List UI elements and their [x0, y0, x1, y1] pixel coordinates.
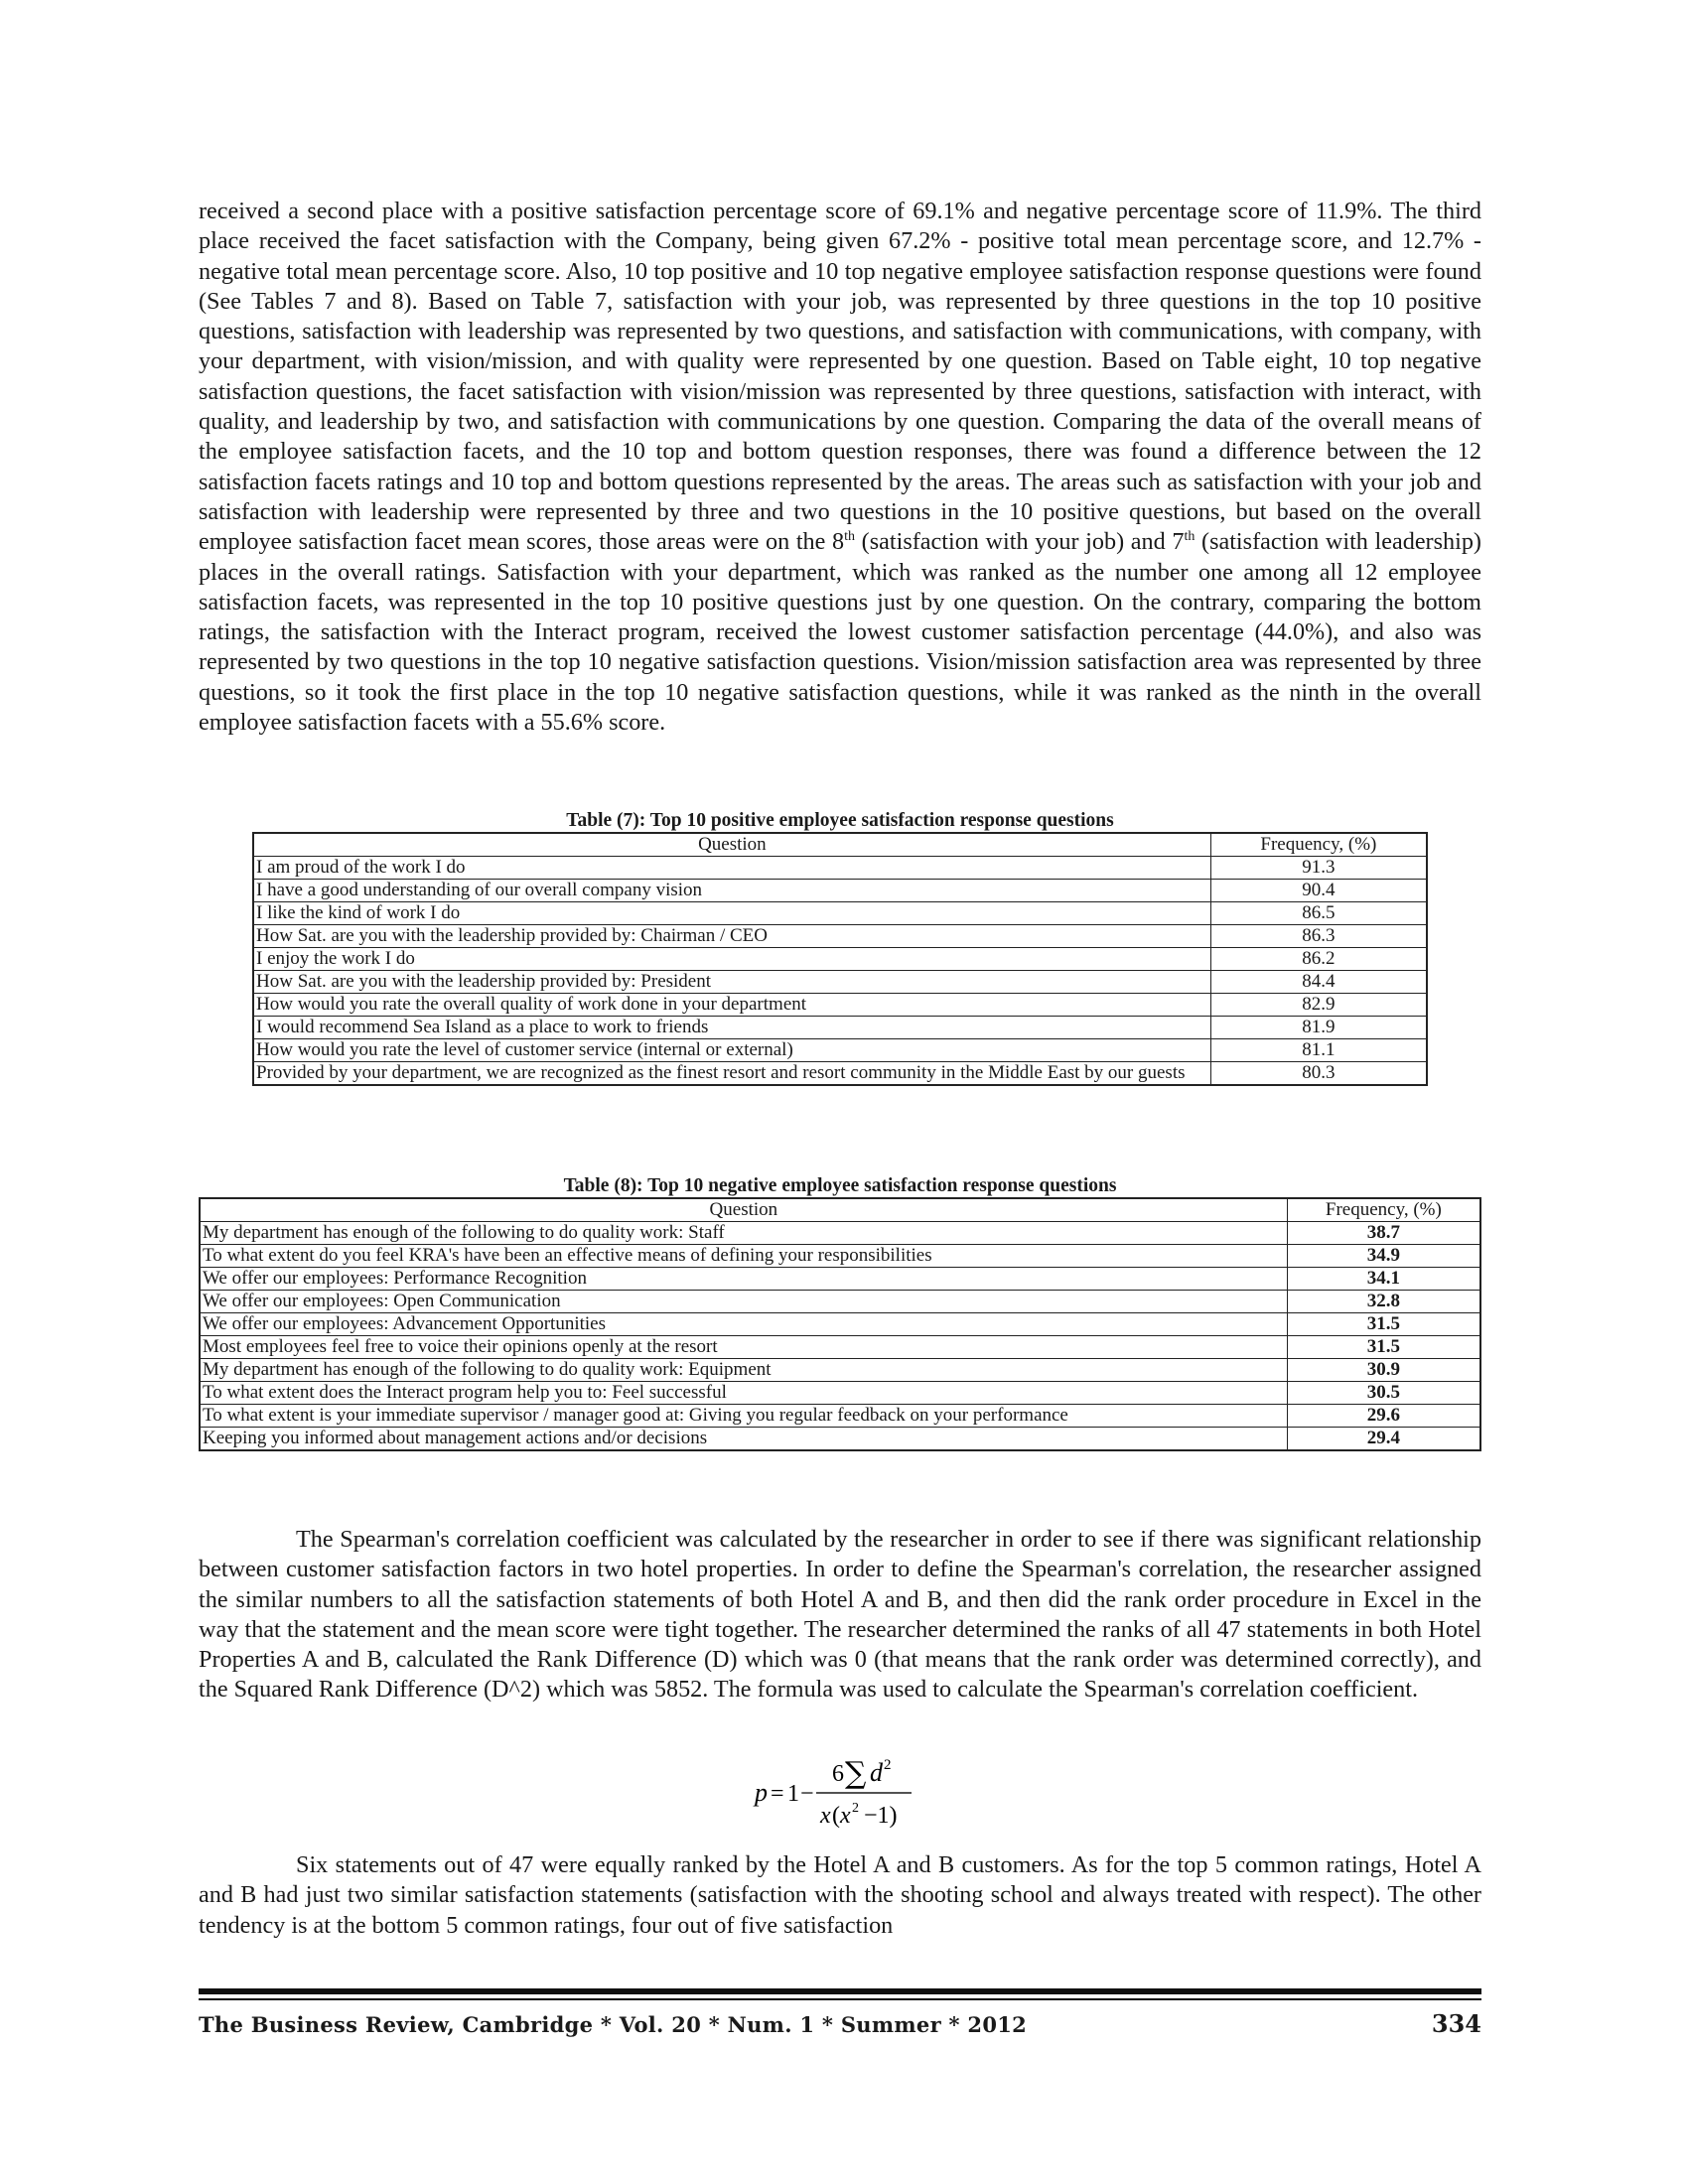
question-cell: We offer our employees: Open Communication [200, 1291, 1287, 1313]
footer-rule-thick [199, 1988, 1481, 1994]
formula-denominator-x: x [820, 1803, 831, 1829]
frequency-cell: 29.6 [1287, 1405, 1480, 1428]
page-content [199, 197, 1481, 1939]
table-7-block [252, 810, 1428, 1086]
formula-denominator-rest: −1) [864, 1803, 898, 1829]
table-row [200, 1359, 1480, 1382]
question-cell: I am proud of the work I do [253, 857, 1210, 880]
frequency-cell: 84.4 [1210, 971, 1427, 994]
question-cell: To what extent do you feel KRA's have been an effective means of defining your responsibilities [200, 1245, 1287, 1268]
frequency-cell: 82.9 [1210, 994, 1427, 1017]
table-row [253, 1062, 1427, 1086]
question-cell: How Sat. are you with the leadership provided by: Chairman / CEO [253, 925, 1210, 948]
table-row [200, 1268, 1480, 1291]
question-cell: My department has enough of the following to do quality work: Equipment [200, 1359, 1287, 1382]
frequency-cell: 29.4 [1287, 1428, 1480, 1451]
frequency-cell: 86.2 [1210, 948, 1427, 971]
frequency-cell: 80.3 [1210, 1062, 1427, 1086]
table-row [200, 1245, 1480, 1268]
formula-minus: − [800, 1781, 814, 1807]
spearman-formula [199, 1735, 1481, 1844]
table-row [253, 857, 1427, 880]
table-row [253, 971, 1427, 994]
frequency-cell: 31.5 [1287, 1336, 1480, 1359]
frequency-cell: 30.5 [1287, 1382, 1480, 1405]
frequency-cell: 90.4 [1210, 880, 1427, 902]
table-7-header-row [253, 833, 1427, 857]
table-7-header-question: Question [253, 833, 1210, 857]
table-7 [252, 832, 1428, 1086]
footer-journal-info: The Business Review, Cambridge * Vol. 20 * Num. 1 * Summer * 2012 [199, 2012, 1028, 2037]
formula-denominator-paren: ( [832, 1803, 840, 1829]
question-cell: How would you rate the level of customer service (internal or external) [253, 1039, 1210, 1062]
formula-p: p [755, 1778, 768, 1807]
table-8 [199, 1197, 1481, 1451]
table-row [200, 1428, 1480, 1451]
table-row [200, 1336, 1480, 1359]
question-cell: How Sat. are you with the leadership provided by: President [253, 971, 1210, 994]
question-cell: Keeping you informed about management actions and/or decisions [200, 1428, 1287, 1451]
table-row [253, 1039, 1427, 1062]
table-7-header-frequency: Frequency, (%) [1210, 833, 1427, 857]
table-8-caption: Table (8): Top 10 negative employee satisfaction response questions [563, 1175, 1117, 1196]
table-7-caption: Table (7): Top 10 positive employee satisfaction response questions [566, 810, 1114, 831]
paragraph-1-text-b: (satisfaction with your job) and 7 [855, 528, 1185, 556]
formula-numerator-six: 6 [832, 1761, 844, 1787]
table-8-body [200, 1222, 1480, 1451]
formula-denominator-x2: x [840, 1803, 851, 1829]
body-paragraph-2: The Spearman's correlation coefficient was calculated by the researcher in order to see if there was significant relationship between customer satisfaction factors in two hotel properties. In order to define the Spearman's correlation, the researcher assigned the similar numbers to all the satisfaction statements of both Hotel A and B, and then did the rank order procedure in Excel in the way that the statement and the mean score were tight together. The researcher determined the ranks of all 47 statements in both Hotel Properties A and B, calculated the Rank Difference (D) which was 0 (that means that the rank order was determined correctly), and the Squared Rank Difference (D^2) which was 5852. The formula was used to calculate the Spearman's correlation coefficient. [199, 1526, 1481, 1704]
table-row [200, 1222, 1480, 1245]
table-7-body [253, 857, 1427, 1086]
frequency-cell: 34.9 [1287, 1245, 1480, 1268]
formula-sum-sign: ∑ [845, 1756, 867, 1791]
table-row [200, 1405, 1480, 1428]
formula-numerator-exponent: 2 [884, 1757, 892, 1773]
table-row [253, 902, 1427, 925]
question-cell: I enjoy the work I do [253, 948, 1210, 971]
body-paragraph-1 [199, 197, 1481, 738]
paragraph-1-text-c: (satisfaction with leadership) places in the overall ratings. Satisfaction with your department, which was ranked as the number one among all 12 employee satisfaction facets, was represented in the top 10 positive questions just by one question. On the contrary, comparing the bottom ratings, the satisfaction with the Interact program, received the lowest customer satisfaction percentage (44.0%), and also was represented by two questions in the top 10 negative satisfaction questions. Vision/mission satisfaction area was represented by three questions, so it took the first place in the top 10 negative satisfaction questions, while it was ranked as the ninth in the overall employee satisfaction facets with a 55.6% score. [199, 528, 1481, 737]
question-cell: I have a good understanding of our overall company vision [253, 880, 1210, 902]
frequency-cell: 81.1 [1210, 1039, 1427, 1062]
table-row [253, 880, 1427, 902]
formula-equals: = [771, 1781, 784, 1807]
frequency-cell: 34.1 [1287, 1268, 1480, 1291]
table-8-header-row [200, 1198, 1480, 1222]
frequency-cell: 38.7 [1287, 1222, 1480, 1245]
frequency-cell: 32.8 [1287, 1291, 1480, 1313]
question-cell: We offer our employees: Advancement Opportunities [200, 1313, 1287, 1336]
question-cell: We offer our employees: Performance Recognition [200, 1268, 1287, 1291]
table-row [253, 994, 1427, 1017]
footer-rule-thin [199, 1998, 1481, 2000]
table-8-block [199, 1175, 1481, 1451]
table-row [253, 925, 1427, 948]
frequency-cell: 81.9 [1210, 1017, 1427, 1039]
question-cell: To what extent is your immediate supervisor / manager good at: Giving you regular feedback on your performance [200, 1405, 1287, 1428]
frequency-cell: 86.3 [1210, 925, 1427, 948]
table-row [253, 1017, 1427, 1039]
table-row [200, 1313, 1480, 1336]
frequency-cell: 86.5 [1210, 902, 1427, 925]
table-row [200, 1291, 1480, 1313]
question-cell: I like the kind of work I do [253, 902, 1210, 925]
superscript-th-1: th [844, 529, 856, 545]
body-paragraph-3: Six statements out of 47 were equally ranked by the Hotel A and B customers. As for the top 5 common ratings, Hotel A and B had just two similar satisfaction statements (satisfaction with the shooting school and always treated with respect). The other tendency is at the bottom 5 common ratings, four out of five satisfaction [199, 1851, 1481, 1939]
table-8-header-question: Question [200, 1198, 1287, 1222]
question-cell: I would recommend Sea Island as a place to work to friends [253, 1017, 1210, 1039]
paragraph-1-text-a: received a second place with a positive satisfaction percentage score of 69.1% and negative percentage score of 11.9%. The third place received the facet satisfaction with the Company, being given 67.2% - positive total mean percentage score, and 12.7% - negative total mean percentage score. Also, 10 top positive and 10 top negative employee satisfaction response questions were found (See Tables 7 and 8). Based on Table 7, satisfaction with your job, was represented by three questions in the top 10 positive questions, satisfaction with leadership was represented by two questions, and satisfaction with communications, with company, with your department, with vision/mission, and with quality were represented by one question. Based on Table eight, 10 top negative satisfaction questions, the facet satisfaction with vision/mission was represented by three questions, satisfaction with interact, with quality, and leadership by two, and satisfaction with communications by one question. Comparing the data of the overall means of the employee satisfaction facets, and the 10 top and bottom question responses, there was found a difference between the 12 satisfaction facets ratings and 10 top and bottom questions represented by the areas. The areas such as satisfaction with your job and satisfaction with leadership were represented by three and two questions in the 10 positive questions, but based on the overall employee satisfaction facet mean scores, those areas were on the 8 [199, 198, 1481, 556]
formula-one: 1 [787, 1781, 799, 1807]
frequency-cell: 30.9 [1287, 1359, 1480, 1382]
superscript-th-2: th [1184, 529, 1196, 545]
formula-graphic [199, 1735, 1481, 1844]
table-8-header-frequency: Frequency, (%) [1287, 1198, 1480, 1222]
question-cell: Provided by your department, we are recognized as the finest resort and resort community in the Middle East by our guests [253, 1062, 1210, 1086]
formula-numerator-d: d [870, 1758, 883, 1787]
question-cell: My department has enough of the following to do quality work: Staff [200, 1222, 1287, 1245]
table-row [200, 1382, 1480, 1405]
footer-page-number: 334 [1431, 2009, 1481, 2038]
question-cell: Most employees feel free to voice their opinions openly at the resort [200, 1336, 1287, 1359]
question-cell: How would you rate the overall quality of work done in your department [253, 994, 1210, 1017]
formula-denominator-exponent: 2 [852, 1801, 859, 1816]
frequency-cell: 31.5 [1287, 1313, 1480, 1336]
table-row [253, 948, 1427, 971]
frequency-cell: 91.3 [1210, 857, 1427, 880]
question-cell: To what extent does the Interact program help you to: Feel successful [200, 1382, 1287, 1405]
